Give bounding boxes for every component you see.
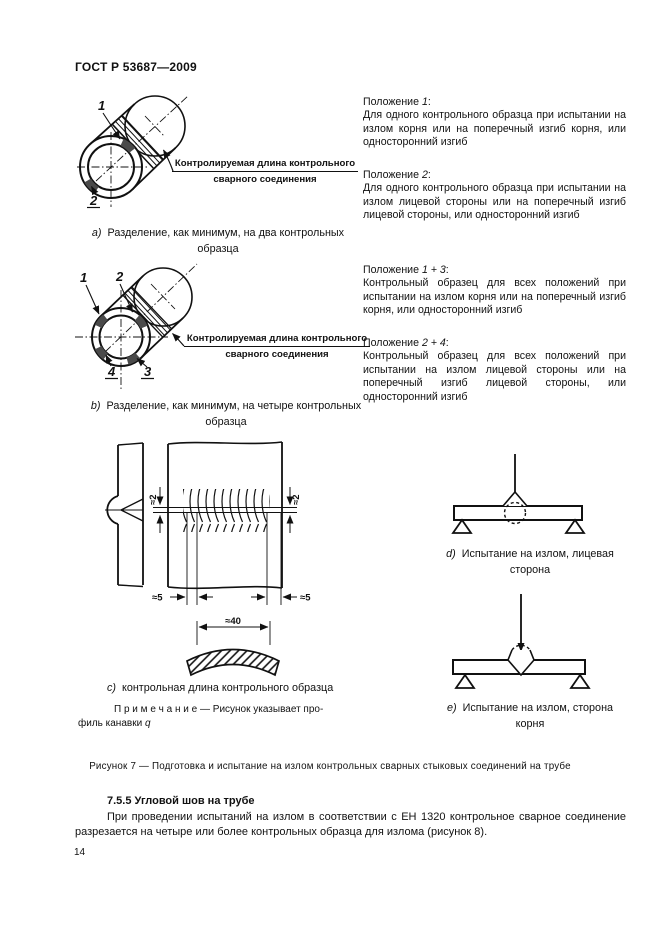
support-left-d (453, 520, 471, 533)
section-paragraph: При проведении испытаний на излом в соответствии с ЕН 1320 контрольное сварное соединение разрезается на четыре или более контрольных образца для излома (рисунок 8). (75, 811, 626, 838)
pipe-a-label-1: 1 (98, 98, 106, 113)
weld-front-view (168, 442, 282, 605)
controlled-length-callout-a: Контролируемая длина контрольного сварного соединения (172, 157, 358, 186)
position-2-4-body: Контрольный образец для всех положений при испытании на излом лицевой стороны или на поперечный изгиб лицевой стороны, или односторонний изгиб (363, 350, 626, 403)
callout-leader-b (173, 334, 185, 347)
weld-cap-d (503, 492, 527, 506)
position-2-title: Положение 2: (363, 169, 431, 181)
position-1-block (363, 96, 626, 150)
figure-7-caption: Рисунок 7 — Подготовка и испытание на излом контрольных сварных стыковых соединений на трубе (89, 761, 571, 772)
fracture-test-face-diagram (440, 450, 620, 546)
controlled-length-callout-b: Контролируемая длина контрольного сварного соединения (184, 332, 370, 361)
pipe-b-label-4: 4 (108, 364, 116, 379)
caption-d: d) Испытание на излом, лицевая сторона (446, 548, 614, 576)
weld-seam-scallops (183, 489, 270, 532)
document-header: ГОСТ Р 53687—2009 (75, 60, 197, 74)
pipe-b-label-2: 2 (116, 269, 124, 284)
position-2-4-block (363, 337, 626, 404)
note-text: П р и м е ч а н и е — Рисунок указывает про- филь канавки q (78, 704, 324, 729)
svg-text:≈40: ≈40 (225, 616, 241, 627)
support-left-e (456, 675, 474, 688)
pipe-b-label-1: 1 (80, 270, 88, 285)
dim-approx-2-right (282, 487, 302, 533)
caption-c: c) контрольная длина контрольного образца (107, 682, 334, 694)
pipe-b-label-3: 3 (144, 364, 152, 379)
svg-text:≈5: ≈5 (300, 592, 311, 604)
position-1-3-block (363, 264, 626, 318)
groove-symbol-q: q (144, 717, 151, 729)
support-right-d (566, 520, 584, 533)
position-1-body: Для одного контрольного образца при испытании на излом корня или на поперечный изгиб корня, или односторонний изгиб (363, 109, 626, 149)
position-1-3-title: Положение 1 + 3: (363, 264, 449, 276)
svg-text:≈5: ≈5 (152, 592, 163, 604)
position-2-4-title: Положение 2 + 4: (363, 337, 449, 349)
position-1-3-body: Контрольный образец для всех положений при испытании на излом корня или на поперечный изгиб корня, или односторонний изгиб (363, 277, 626, 317)
fracture-test-root-diagram (440, 588, 620, 694)
caption-e: e) Испытание на излом, сторона корня (446, 702, 614, 730)
svg-text:≈2: ≈2 (148, 494, 159, 505)
pipe-diagram-b (75, 260, 375, 398)
weld-side-view (105, 443, 143, 587)
caption-b: b) Разделение, как минимум, на четыре контрольных образца (90, 400, 362, 428)
dim-approx-5-left (152, 593, 213, 604)
section-heading: 7.5.5 Угловой шов на трубе (107, 795, 255, 807)
page-number: 14 (74, 847, 86, 858)
weld-cross-section-drawing (100, 437, 350, 687)
pipe-a-label-2: 2 (90, 193, 98, 208)
svg-text:≈2: ≈2 (291, 494, 302, 505)
dim-approx-40 (197, 616, 270, 645)
position-2-body: Для одного контрольного образца при испытании на излом лицевой стороны или на поперечный изгиб лицевой стороны, или односторонний изгиб (363, 182, 626, 222)
position-2-block (363, 169, 626, 223)
test-beam-d (454, 506, 582, 520)
dim-approx-2-left (148, 487, 168, 533)
caption-a: a) Разделение, как минимум, на два контрольных образца (91, 227, 345, 255)
support-right-e (571, 675, 589, 688)
curved-specimen (187, 650, 279, 676)
position-1-title: Положение 1: (363, 96, 431, 108)
